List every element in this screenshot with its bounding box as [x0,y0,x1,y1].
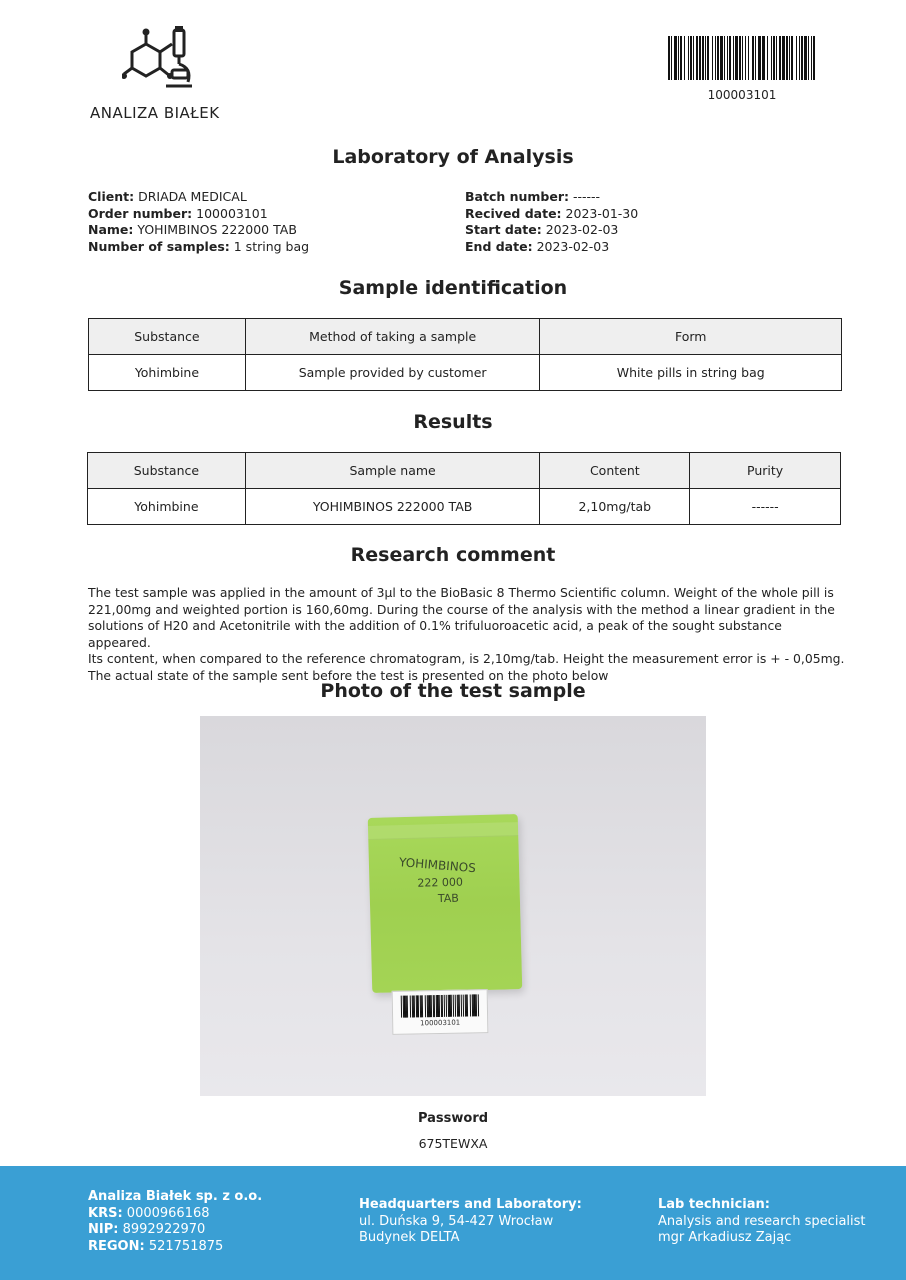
footer [0,1166,906,1280]
comment-line: The test sample was applied in the amount of 3µl to the BioBasic 8 Thermo Scientific column. Weight of the whole pill is [88,585,834,600]
photo-heading: Photo of the test sample [320,680,586,702]
page-title: Laboratory of Analysis [332,146,574,168]
table-cell: Yohimbine [88,489,246,525]
comment-line: Its content, when compared to the reference chromatogram, is 2,10mg/tab. Height the measurement error is + - 0,05mg. [88,651,845,666]
password-label: Password [417,1111,489,1126]
bag-handwriting: YOHIMBINOS [398,855,477,876]
table-header-cell: Form [540,319,842,355]
molecule-microscope-icon [122,24,202,98]
table-cell: YOHIMBINOS 222000 TAB [245,489,540,525]
research-comment-heading: Research comment [350,544,556,566]
info-start-date: Start date: 2023-02-03 [465,222,619,237]
info-right [465,189,638,255]
info-name: Name: YOHIMBINOS 222000 TAB [88,222,297,237]
table-header-cell: Substance [89,319,246,355]
info-received-date: Recived date: 2023-01-30 [465,205,639,221]
barcode [668,36,816,102]
barcode-bar [478,994,479,1016]
table-cell: White pills in string bag [540,355,842,391]
krs-value: 0000966168 [126,1205,210,1221]
info-order-number: Order number: 100003101 [88,205,268,221]
regon-value: 521751875 [148,1238,224,1254]
table-header-row [88,453,841,489]
info-client: Client: DRIADA MEDICAL [88,189,247,204]
table-header-cell: Content [540,453,690,489]
table-row [89,355,842,391]
company-name: Analiza Białek sp. z o.o. [88,1189,263,1204]
info-batch-number: Batch number: ------ [465,189,601,204]
research-comment-text [88,585,848,684]
tech-name: mgr Arkadiusz Zając [658,1230,792,1245]
info-left [88,189,309,255]
table-header-cell: Substance [88,453,246,489]
sample-identification-table [88,318,842,391]
password-value: 675TEWXA [418,1136,488,1151]
table-cell: ------ [690,489,841,525]
bag-label-number: 100003101 [420,1018,461,1028]
logo-text: ANALIZA BIAŁEK [90,104,220,122]
company-logo [88,24,248,124]
bag-zip-seal [368,822,518,840]
sample-photo [200,716,706,1096]
tech-role: Analysis and research specialist [658,1213,866,1229]
footer-lab-technician [658,1197,866,1247]
bag-handwriting: 222 000 [417,875,464,890]
table-cell: 2,10mg/tab [540,489,690,525]
nip-value: 8992922970 [122,1222,206,1237]
hq-title: Headquarters and Laboratory: [359,1197,582,1212]
table-header-row [89,319,842,355]
bag-barcode-label [392,989,489,1035]
bag-label-bars [401,994,481,1017]
footer-headquarters [359,1197,582,1247]
table-cell: Sample provided by customer [245,355,540,391]
hq-address: ul. Duńska 9, 54-427 Wrocław [359,1213,554,1229]
tech-title: Lab technician: [658,1197,770,1212]
table-row [88,489,841,525]
results-table [87,452,841,525]
table-header-cell: Purity [690,453,841,489]
hq-building: Budynek DELTA [359,1230,460,1245]
sample-bag [368,814,523,993]
table-header-cell: Sample name [245,453,540,489]
comment-line: The actual state of the sample sent before the test is presented on the photo below [88,667,609,683]
info-end-date: End date: 2023-02-03 [465,238,610,254]
table-cell: Yohimbine [89,355,246,391]
barcode-bar [813,36,815,80]
footer-company: Analiza Białek sp. z o.o. KRS: 0000966168 NIP: 8992922970 REGON: 521751875 [88,1189,263,1254]
comment-line: 221,00mg and weighted portion is 160,60mg. During the course of the analysis with the method a linear gradient in the [88,601,835,617]
info-number-of-samples: Number of samples: 1 string bag [88,238,310,254]
results-heading: Results [413,411,493,433]
bag-handwriting: TAB [437,891,459,906]
sample-identification-heading: Sample identification [338,277,568,299]
barcode-bars [668,36,816,80]
comment-line: solutions of H20 and Acetonitrile with the addition of 0.1% trifuluoroacetic acid, a peak of the sought substance appeared. [88,618,782,650]
barcode-number: 100003101 [707,88,777,102]
table-header-cell: Method of taking a sample [245,319,540,355]
